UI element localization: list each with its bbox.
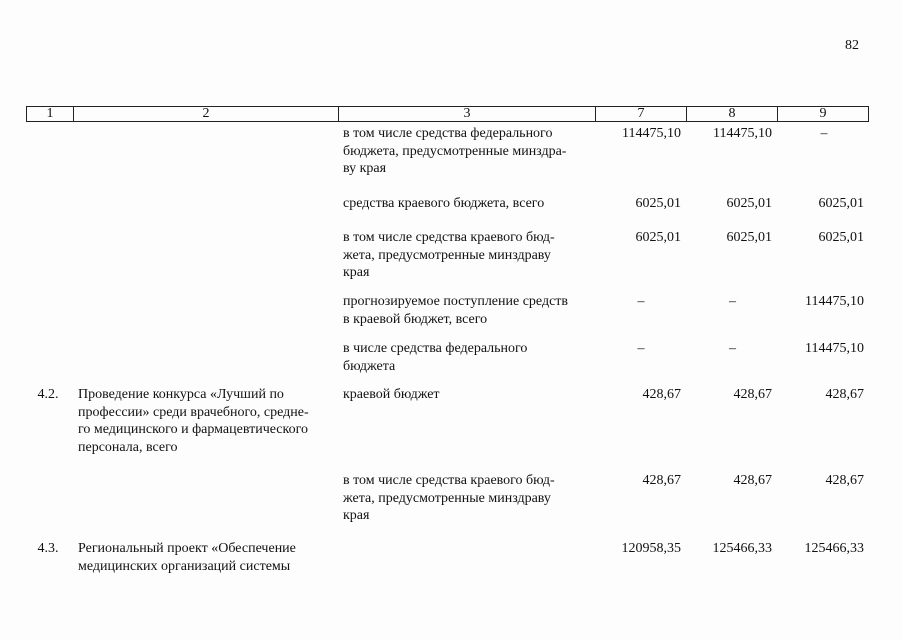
funding-source bbox=[343, 293, 589, 328]
value-col-9: 428,67 bbox=[825, 387, 864, 402]
value-col-9: 428,67 bbox=[825, 473, 864, 488]
funding-source-line: в том числе средства краевого бюд- bbox=[343, 473, 555, 488]
value-col-8: 125466,33 bbox=[712, 541, 772, 556]
value-col-8: – bbox=[729, 341, 736, 356]
value-col-9: 114475,10 bbox=[805, 294, 864, 309]
value-col-7: 120958,35 bbox=[621, 541, 681, 556]
funding-source bbox=[343, 472, 589, 525]
activity-name-line: персонала, всего bbox=[78, 439, 178, 455]
value-col-8: 428,67 bbox=[733, 387, 772, 402]
header-col-1: 1 bbox=[46, 106, 54, 121]
value-col-9: 6025,01 bbox=[818, 196, 864, 211]
value-col-7: 428,67 bbox=[642, 473, 681, 488]
row-number: 4.3. bbox=[37, 541, 59, 556]
value-col-8: 114475,10 bbox=[713, 126, 772, 141]
value-col-9: 125466,33 bbox=[804, 541, 864, 556]
header-col-7: 7 bbox=[595, 107, 686, 121]
funding-source bbox=[343, 340, 589, 375]
value-col-8: 6025,01 bbox=[726, 196, 772, 211]
activity-name bbox=[78, 386, 333, 456]
funding-source-line: в краевой бюджет, всего bbox=[343, 311, 488, 327]
funding-source bbox=[343, 386, 589, 404]
funding-source-line: краевой бюджет bbox=[343, 387, 440, 402]
value-col-7: 6025,01 bbox=[635, 230, 681, 245]
row-number: 4.2. bbox=[37, 387, 59, 402]
value-col-8: 428,67 bbox=[733, 473, 772, 488]
header-col-2: 2 bbox=[73, 107, 338, 121]
header-col-8: 8 bbox=[686, 107, 777, 121]
funding-source-line: края bbox=[343, 508, 370, 523]
value-col-9: 6025,01 bbox=[818, 230, 864, 245]
activity-name bbox=[78, 540, 333, 575]
table-header bbox=[26, 106, 869, 122]
header-col-9: 9 bbox=[777, 107, 868, 121]
activity-name-line: Проведение конкурса «Лучший по bbox=[78, 387, 284, 402]
activity-name-line: Региональный проект «Обеспечение bbox=[78, 541, 296, 556]
value-col-9: – bbox=[820, 126, 828, 141]
activity-name-line: медицинских организаций системы bbox=[78, 558, 291, 574]
value-col-7: – bbox=[637, 341, 645, 356]
value-col-7: 6025,01 bbox=[635, 196, 681, 211]
activity-name-line: профессии» среди врачебного, средне- bbox=[78, 404, 309, 420]
funding-source-line: ву края bbox=[343, 161, 387, 176]
value-col-8: – bbox=[729, 294, 736, 309]
funding-source-line: края bbox=[343, 265, 370, 280]
activity-name-line: го медицинского и фармацевтического bbox=[78, 422, 308, 437]
funding-source bbox=[343, 195, 589, 213]
value-col-7: 114475,10 bbox=[622, 126, 681, 141]
funding-source-line: жета, предусмотренные минздраву bbox=[343, 490, 551, 506]
funding-source-line: жета, предусмотренные минздраву bbox=[343, 247, 551, 263]
funding-source-line: в числе средства федерального bbox=[343, 341, 528, 356]
funding-source-line: прогнозируемое поступление средств bbox=[343, 294, 569, 309]
funding-source bbox=[343, 125, 589, 178]
funding-source-line: средства краевого бюджета, всего bbox=[343, 196, 545, 211]
value-col-9: 114475,10 bbox=[805, 341, 864, 356]
funding-source bbox=[343, 229, 589, 282]
funding-source-line: в том числе средства краевого бюд- bbox=[343, 230, 555, 245]
funding-source-line: в том числе средства федерального bbox=[343, 126, 553, 141]
funding-source-line: бюджета, предусмотренные минздра- bbox=[343, 143, 567, 159]
funding-source-line: бюджета bbox=[343, 358, 396, 374]
value-col-7: 428,67 bbox=[642, 387, 681, 402]
header-col-3: 3 bbox=[338, 107, 595, 121]
value-col-8: 6025,01 bbox=[726, 230, 772, 245]
page-number: 82 bbox=[845, 38, 859, 53]
value-col-7: – bbox=[637, 294, 645, 309]
